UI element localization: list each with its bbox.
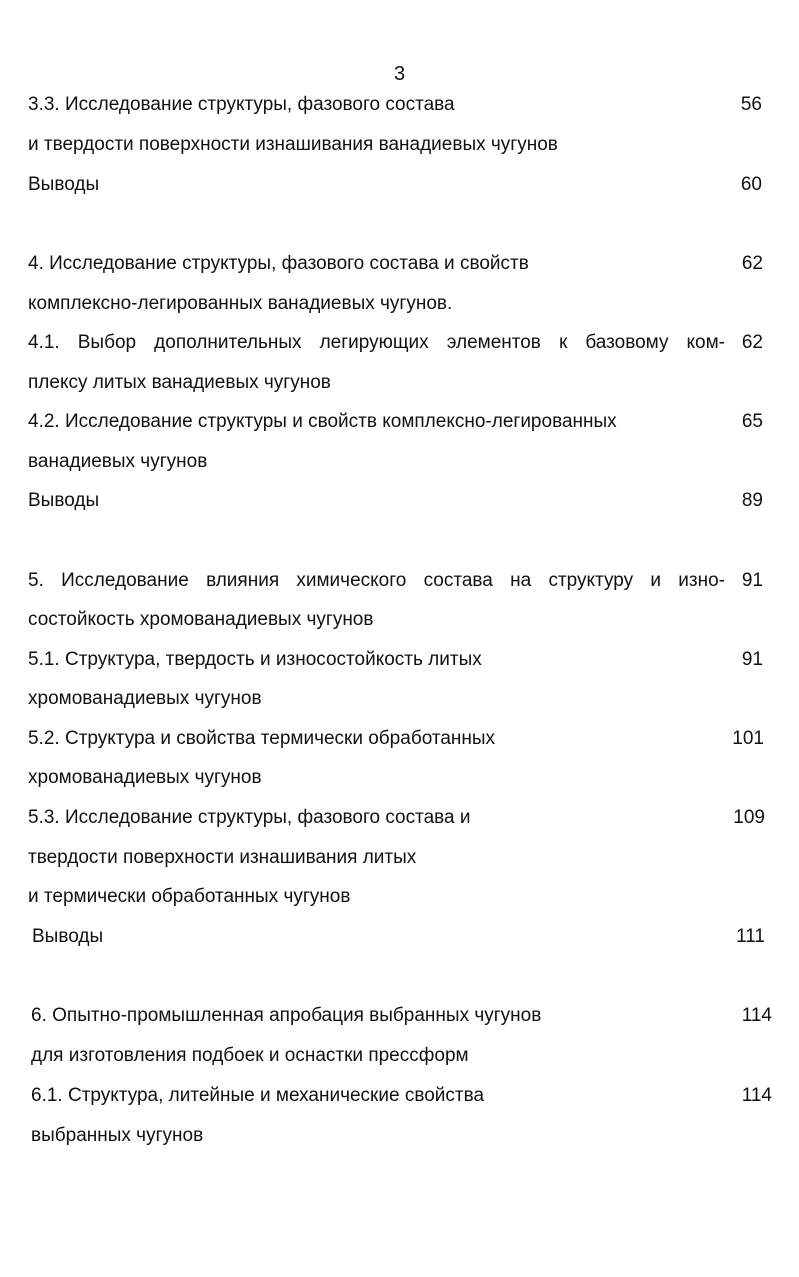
toc-entry-text: 3.3. Исследование структуры, фазового состава (28, 94, 455, 115)
toc-entry-text: и термически обработанных чугунов (28, 886, 351, 907)
toc-entry-text: хромованадиевых чугунов (28, 767, 262, 788)
toc-entry-text: 5. Исследование влияния химического состава на структуру и изно- (28, 570, 725, 591)
toc-page-number: 111 (736, 926, 765, 947)
toc-entry-text: Выводы (28, 490, 100, 511)
toc-entry-text: выбранных чугунов (31, 1125, 204, 1146)
toc-entry-text: плексу литых ванадиевых чугунов (28, 372, 331, 393)
toc-entry-text: ванадиевых чугунов (28, 451, 208, 472)
toc-page-number: 114 (741, 1085, 772, 1106)
toc-entry-text: 5.3. Исследование структуры, фазового состава и (28, 807, 471, 828)
toc-entry-text: Выводы (32, 926, 104, 947)
toc-page-number: 114 (741, 1005, 772, 1026)
toc-page-number: 89 (741, 490, 763, 511)
toc-entry-text: комплексно-легированных ванадиевых чугунов. (28, 293, 453, 314)
page-number: 3 (393, 63, 406, 85)
toc-entry-text: 6.1. Структура, литейные и механические свойства (31, 1085, 485, 1106)
toc-page-number: 62 (741, 332, 763, 353)
toc-page-number: 91 (741, 570, 763, 591)
toc-entry-text: для изготовления подбоек и оснастки прессформ (31, 1045, 469, 1066)
toc-entry-text: 4. Исследование структуры, фазового состава и свойств (28, 253, 529, 274)
toc-entry-text: и твердости поверхности изнашивания ванадиевых чугунов (28, 134, 558, 155)
toc-page-number: 101 (732, 728, 764, 749)
toc-page-number: 56 (740, 94, 762, 115)
toc-entry-text: состойкость хромованадиевых чугунов (28, 609, 374, 630)
toc-entry-text: Выводы (28, 174, 100, 195)
toc-page-number: 62 (741, 253, 763, 274)
toc-page-number: 60 (740, 174, 762, 195)
toc-entry-text: 4.1. Выбор дополнительных легирующих элементов к базовому ком- (28, 332, 725, 353)
toc-entry-text: 5.1. Структура, твердость и износостойкость литых (28, 649, 482, 670)
toc-page-number: 65 (741, 411, 763, 432)
toc-entry-text: 6. Опытно-промышленная апробация выбранных чугунов (31, 1005, 542, 1026)
toc-entry-text: хромованадиевых чугунов (28, 688, 262, 709)
toc-entry-text: 5.2. Структура и свойства термически обработанных (28, 728, 496, 749)
toc-page-number: 91 (741, 649, 763, 670)
toc-page-number: 109 (733, 807, 765, 828)
toc-entry-text: твердости поверхности изнашивания литых (28, 847, 417, 868)
toc-entry-text: 4.2. Исследование структуры и свойств комплексно-легированных (28, 411, 617, 432)
